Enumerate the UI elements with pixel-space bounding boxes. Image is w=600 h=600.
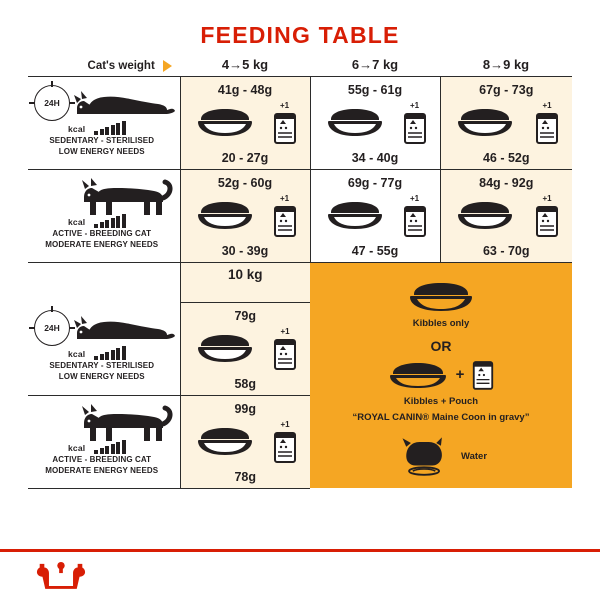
royal-canin-crown-logo	[36, 558, 86, 590]
page-title: FEEDING TABLE	[200, 22, 400, 48]
row-description: SEDENTARY - STERILISED LOW ENERGY NEEDS	[49, 361, 155, 381]
info-panel	[310, 263, 572, 489]
or-label: OR	[430, 338, 452, 354]
cats-weight-header	[28, 57, 180, 77]
feeding-table	[28, 57, 572, 489]
bowl-icon	[455, 105, 515, 139]
kcal-label: kcal	[68, 349, 86, 359]
water-group	[316, 436, 566, 478]
plus-one-label: +1	[542, 101, 552, 110]
water-label: Water	[460, 451, 488, 462]
kibbles-pouch-label: Kibbles + Pouch	[403, 396, 479, 407]
weight-col-header-3: 8→9 kg	[482, 57, 530, 72]
cell-active-8-9kg: 84g - 92g +1 63 - 70g	[440, 170, 572, 263]
pouch-icon	[272, 430, 298, 464]
cell-sedentary-8-9kg: 67g - 73g +1 46 - 52g	[440, 77, 572, 170]
pouch-group	[272, 101, 298, 145]
pouch-icon	[272, 204, 298, 238]
ten-kg-header: 10 kg	[180, 263, 310, 303]
pouch-icon	[534, 204, 560, 238]
cell-sedentary-6-7kg: 55g - 61g +1 34 - 40g	[310, 77, 440, 170]
kcal-label: kcal	[68, 442, 86, 453]
arrow-triangle-icon	[163, 60, 172, 72]
bowl-icon	[325, 198, 385, 232]
kcal-label: kcal	[68, 124, 86, 134]
energy-bars-low	[94, 117, 127, 131]
pouch-group	[272, 420, 298, 464]
row-label-active	[28, 170, 180, 263]
plus-one-label: +1	[409, 101, 420, 110]
bowl-icon	[455, 198, 515, 232]
cell-active-4-5kg: 52g - 60g +1 30 - 39g	[180, 170, 310, 263]
row-label-sedentary-10kg	[28, 302, 180, 395]
row-description: ACTIVE - BREEDING CAT MODERATE ENERGY NEEDS	[45, 454, 159, 475]
kibbles-only-label: Kibbles only	[412, 318, 470, 329]
plus-sign: +	[455, 366, 465, 383]
plus-one-label: +1	[279, 194, 290, 203]
pouch-icon	[471, 359, 495, 391]
feeding-table-wrap	[28, 57, 572, 489]
table-row	[28, 77, 572, 170]
pouch-group	[402, 101, 428, 145]
pouch-group	[272, 194, 298, 238]
cats-weight-label: Cat's weight	[87, 60, 155, 72]
clock-24h-icon: 24H	[34, 310, 70, 346]
row-label-active-10kg	[28, 395, 180, 488]
spacer-cell	[28, 263, 180, 303]
pouch-group	[402, 194, 428, 238]
cell-sedentary-4-5kg: 41g - 48g +1 20 - 27g	[180, 77, 310, 170]
pouch-icon	[272, 111, 298, 145]
plus-one-label: +1	[279, 101, 290, 110]
pouch-group	[534, 194, 560, 238]
table-row	[28, 170, 572, 263]
energy-bars-low	[94, 342, 127, 356]
cell-active-10kg: 99g +1 78g	[180, 395, 310, 488]
pouch-icon	[402, 111, 428, 145]
bowl-icon	[195, 424, 255, 458]
kcal-label: kcal	[68, 217, 86, 227]
plus-one-label: +1	[542, 194, 552, 203]
bowl-icon	[195, 105, 255, 139]
energy-bars-moderate	[94, 436, 127, 450]
ten-kg-header-row	[28, 263, 572, 303]
cat-drinking-icon	[395, 436, 455, 478]
pouch-group	[534, 101, 560, 145]
pouch-group	[272, 327, 298, 371]
weight-col-header-2: 6→7 kg	[351, 57, 399, 72]
table-header-row	[28, 57, 572, 77]
bowl-icon	[387, 360, 449, 390]
plus-one-label: +1	[280, 326, 290, 336]
pouch-icon	[534, 111, 560, 145]
cell-active-6-7kg: 69g - 77g +1 47 - 55g	[310, 170, 440, 263]
weight-col-header-1: 4→5 kg	[221, 57, 269, 72]
pouch-icon	[402, 204, 428, 238]
bowl-icon	[195, 198, 255, 232]
clock-24h-icon: 24H	[34, 85, 70, 121]
row-description: ACTIVE - BREEDING CAT MODERATE ENERGY NEEDS	[45, 229, 159, 249]
plus-one-label: +1	[409, 194, 420, 203]
product-name-label: “ROYAL CANIN® Maine Coon in gravy”	[352, 412, 530, 423]
footer	[0, 549, 600, 600]
row-label-sedentary	[28, 77, 180, 170]
energy-bars-moderate	[94, 210, 127, 224]
pouch-icon	[272, 337, 298, 371]
bowl-icon	[325, 105, 385, 139]
bowl-icon	[195, 331, 255, 365]
bowl-icon	[406, 279, 476, 313]
plus-one-label: +1	[280, 419, 290, 429]
row-description: SEDENTARY - STERILISED LOW ENERGY NEEDS	[49, 136, 155, 156]
cell-sedentary-10kg: 79g +1 58g	[180, 302, 310, 395]
